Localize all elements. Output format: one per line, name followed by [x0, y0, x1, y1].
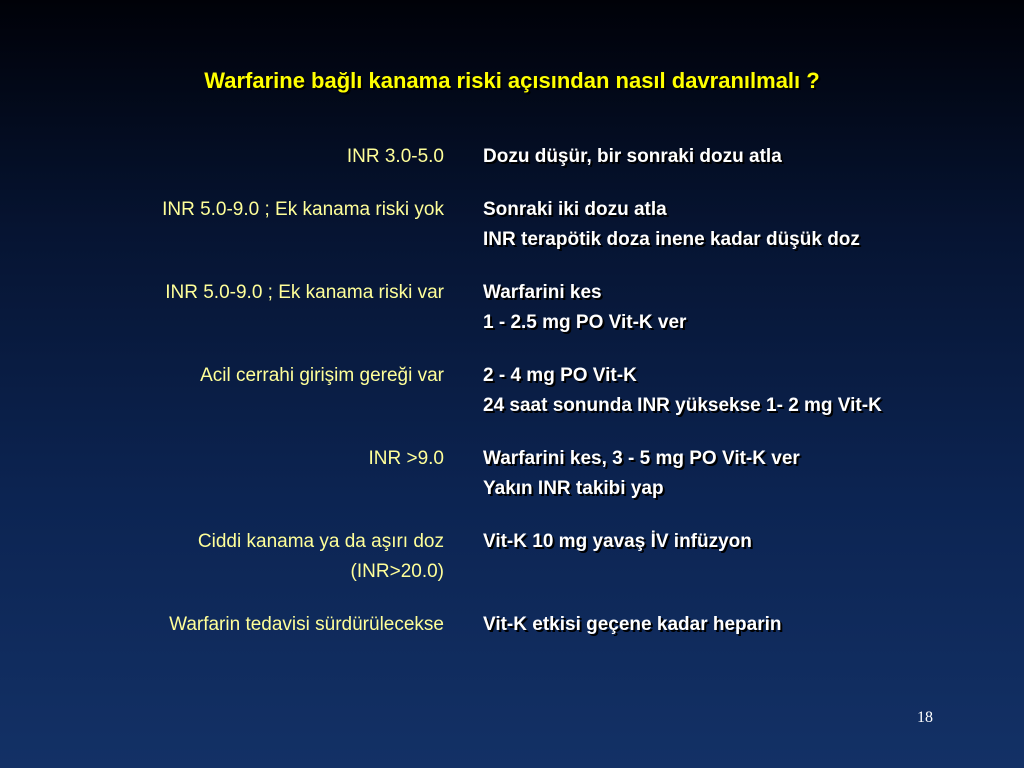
action-line: Dozu düşür, bir sonraki dozu atla [483, 146, 782, 167]
row-condition: Warfarin tedavisi sürdürülecekse [169, 614, 444, 635]
row-actions [483, 527, 1013, 557]
slide-title: Warfarine bağlı kanama riski açısından nasıl davranılmalı ? [204, 68, 820, 93]
action-line: Sonraki iki dozu atla [483, 199, 667, 220]
row-actions [483, 278, 1013, 338]
row-condition: INR 3.0-5.0 [346, 146, 444, 167]
action-line: 1 - 2.5 mg PO Vit-K ver [483, 312, 687, 333]
row-actions [483, 142, 1013, 172]
row-actions [483, 195, 1013, 255]
action-line: Warfarini kes, 3 - 5 mg PO Vit-K ver [483, 448, 800, 469]
action-line: 24 saat sonunda INR yüksekse 1- 2 mg Vit-K [483, 395, 882, 416]
page-number: 18 [917, 709, 933, 726]
row-condition: INR 5.0-9.0 ; Ek kanama riski var [165, 282, 444, 303]
action-line: Warfarini kes [483, 282, 602, 303]
row-actions [483, 444, 1013, 504]
action-line: Vit-K 10 mg yavaş İV infüzyon [483, 531, 752, 552]
row-condition: INR >9.0 [368, 448, 444, 469]
action-line: INR terapötik doza inene kadar düşük doz [483, 229, 860, 250]
row-actions [483, 361, 1013, 421]
action-line: Yakın INR takibi yap [483, 478, 664, 499]
row-condition: INR 5.0-9.0 ; Ek kanama riski yok [162, 199, 444, 220]
action-line: Vit-K etkisi geçene kadar heparin [483, 614, 782, 635]
row-condition: Acil cerrahi girişim gereği var [200, 365, 444, 386]
action-line: 2 - 4 mg PO Vit-K [483, 365, 637, 386]
row-condition: Ciddi kanama ya da aşırı doz (INR>20.0) [197, 531, 444, 582]
row-actions [483, 610, 1013, 640]
